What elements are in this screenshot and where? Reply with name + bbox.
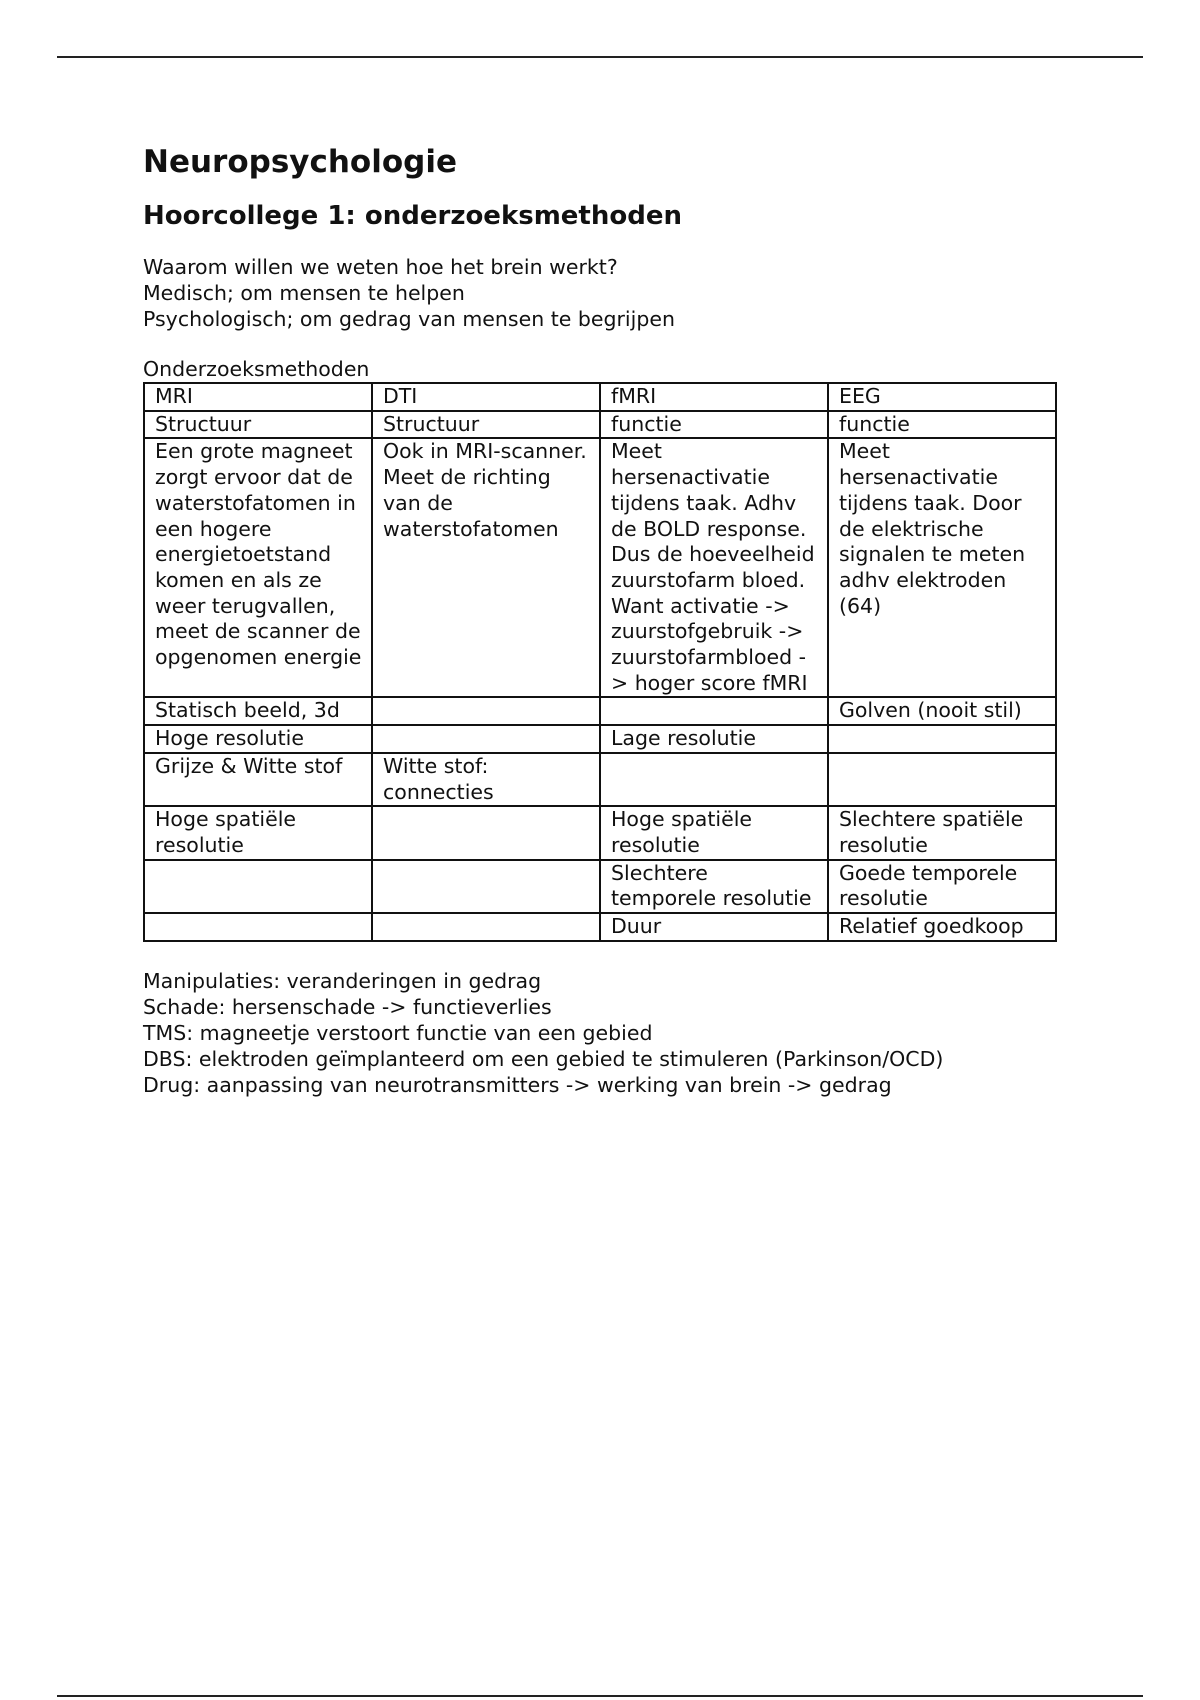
intro-line: Waarom willen we weten hoe het brein werkt? [143,255,618,279]
document-title: Neuropsychologie [143,144,457,180]
table-cell: Goede temporele resolutie [828,860,1056,913]
table-cell: Een grote magneet zorgt ervoor dat de waterstofatomen in een hogere energietoetstand komen en als ze weer terugvallen, meet de scanner de opgenomen energie [144,438,372,697]
intro-line: Medisch; om mensen te helpen [143,281,465,305]
header-cell-dti: DTI [372,383,600,411]
note-line: Manipulaties: veranderingen in gedrag [143,968,542,993]
header-cell-eeg: EEG [828,383,1056,411]
table-row [144,725,1056,753]
table-cell: Relatief goedkoop [828,913,1056,941]
table-cell: Hoge resolutie [144,725,372,753]
fmri-description: Meet hersenactivatie tijdens taak. Adhv de BOLD response. Dus de hoeveelheid zuurstofarm bloed. [611,439,815,592]
table-cell: Slechtere temporele resolutie [600,860,828,913]
table-cell: Ook in MRI-scanner. Meet de richting van de waterstofatomen [372,438,600,697]
section-heading: Hoorcollege 1: onderzoeksmethoden [143,201,682,231]
table-cell: Hoge spatiële resolutie [600,806,828,859]
table-row [144,753,1056,806]
table-cell: Lage resolutie [600,725,828,753]
table-header-row [144,383,1056,411]
intro-block [143,254,1073,332]
intro-line: Psychologisch; om gedrag van mensen te begrijpen [143,307,675,331]
table-cell: Structuur [372,411,600,439]
table-cell: Witte stof: connecties [372,753,600,806]
table-row [144,697,1056,725]
table-cell: Grijze & Witte stof [144,753,372,806]
table-cell: Statisch beeld, 3d [144,697,372,725]
table-cell [828,753,1056,806]
footer-rule [57,1695,1143,1697]
table-cell: Structuur [144,411,372,439]
table-cell [144,860,372,913]
table-row [144,438,1056,697]
table-row [144,411,1056,439]
note-line: TMS: magneetje verstoort functie van een gebied [143,1020,653,1045]
table-cell: Slechtere spatiële resolutie [828,806,1056,859]
header-cell-mri: MRI [144,383,372,411]
table-cell: Hoge spatiële resolutie [144,806,372,859]
fmri-activation-chain: Want activatie -> zuurstofgebruik -> zuurstofarmbloed -> hoger score fMRI [611,593,808,695]
table-cell [828,725,1056,753]
notes-block [143,968,1073,1098]
note-line: Drug: aanpassing van neurotransmitters -> werking van brein -> gedrag [143,1072,892,1097]
table-cell [144,913,372,941]
table-cell: functie [600,411,828,439]
table-cell [600,753,828,806]
table-cell: functie [828,411,1056,439]
table-cell [600,697,828,725]
table-row [144,806,1056,859]
table-row [144,860,1056,913]
table-cell [372,806,600,859]
table-cell [600,438,828,697]
table-cell: Golven (nooit stil) [828,697,1056,725]
header-cell-fmri: fMRI [600,383,828,411]
document-body [143,138,1073,1098]
header-rule [57,56,1143,58]
table-caption: Onderzoeksmethoden [143,357,370,381]
table-cell [372,913,600,941]
table-cell [372,697,600,725]
note-line: DBS: elektroden geïmplanteerd om een gebied te stimuleren (Parkinson/OCD) [143,1046,944,1071]
note-line: Schade: hersenschade -> functieverlies [143,994,552,1019]
table-row [144,913,1056,941]
table-cell: Meet hersenactivatie tijdens taak. Door de elektrische signalen te meten adhv elektroden (64) [828,438,1056,697]
table-cell [372,860,600,913]
table-cell: Duur [600,913,828,941]
methods-table [143,382,1057,942]
table-cell [372,725,600,753]
